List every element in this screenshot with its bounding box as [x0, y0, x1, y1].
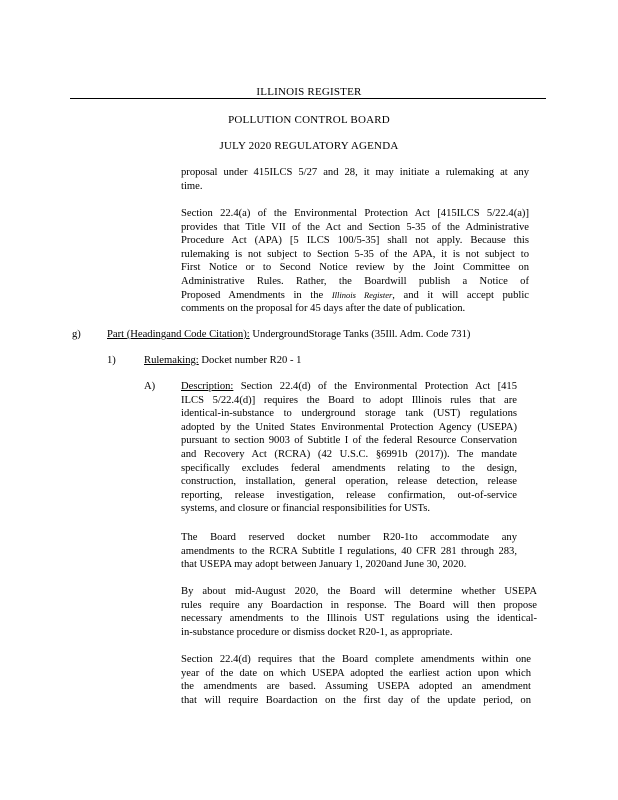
text-line: specifically excludes federal amendments relating to the design, — [181, 462, 517, 474]
text-line: construction, installation, general operation, release detection, release — [181, 476, 517, 488]
register-title: ILLINOIS REGISTER — [256, 86, 362, 98]
rulemaking-heading — [144, 354, 301, 368]
deadline-paragraph — [181, 653, 531, 707]
text-line: First Notice or to Second Notice review by the Joint Committee on — [181, 262, 529, 274]
text-line — [181, 289, 529, 303]
text-line: systems, and closure or financial responsibilities for USTs. — [181, 503, 431, 515]
text-line: year of the date on which USEPA adopted the earliest action upon which — [181, 667, 531, 679]
board-title: POLLUTION CONTROL BOARD — [228, 114, 390, 126]
text-line: that will require Boardaction on the first day of the update period, on — [181, 694, 531, 706]
text-line: that USEPA may adopt between January 1, 2020and June 30, 2020. — [181, 559, 467, 571]
text-line: rulemaking is not subject to Section 5-35 of the APA, it is not subject to — [181, 248, 529, 260]
text-line: By about mid-August 2020, the Board will determine whether USEPA — [181, 586, 537, 597]
header-rule — [70, 98, 546, 99]
text-span: Proposed Amendments in the — [181, 289, 332, 301]
text-line: adopted by the United States Environmental Protection Agency (USEPA) — [181, 421, 517, 433]
intro-paragraph — [181, 166, 529, 193]
text-line: Section 22.4(d) requires that the Board complete amendments within one — [181, 654, 531, 665]
august-paragraph — [181, 585, 537, 639]
text-line: comments on the proposal for 45 days after the date of publication. — [181, 303, 466, 315]
text-line: pursuant to section 9003 of Subtitle I of the federal Resource Conservation — [181, 435, 517, 447]
text-line: The Board reserved docket number R20-1to accommodate any — [181, 532, 517, 543]
part-marker: g) — [72, 329, 81, 340]
text-line: Administrative Rules. Rather, the Boardwill publish a Notice of — [181, 275, 529, 287]
part-text: UndergroundStorage Tanks (35Ill. Adm. Code 731) — [249, 329, 471, 340]
part-heading — [107, 328, 521, 342]
text-line: the amendments are based. Assuming USEPA adopted an amendment — [181, 681, 531, 693]
part-label: Part (Headingand Code Citation): — [107, 329, 250, 340]
text-span: Section 22.4(d) of the Environmental Protection Act [415 — [233, 381, 517, 392]
text-line: provides that Title VII of the Act and Section 5-35 of the Administrative — [181, 221, 529, 233]
text-line: rules require any Boardaction in response. The Board will then propose — [181, 599, 537, 611]
text-line: reporting, release investigation, release confirmation, out-of-service — [181, 489, 517, 501]
text-line: ILCS 5/22.4(d)] requires the Board to adopt Illinois rules that are — [181, 394, 517, 406]
text-span: , and it will accept public — [392, 289, 529, 301]
agenda-title: JULY 2020 REGULATORY AGENDA — [219, 140, 399, 152]
rulemaking-text: Docket number R20 - 1 — [198, 355, 302, 366]
text-line: in-substance procedure or dismiss docket R20-1, as appropriate. — [181, 626, 453, 638]
text-line: time. — [181, 180, 203, 192]
rulemaking-label: Rulemaking: — [144, 355, 199, 366]
description-paragraph — [181, 380, 517, 516]
register-name: Illinois Register — [331, 289, 393, 300]
text-line: identical-in-substance to underground storage tank (UST) regulations — [181, 408, 517, 420]
subitem-marker: A) — [144, 381, 156, 392]
text-line: necessary amendments to the Illinois UST regulations using the identical- — [181, 613, 537, 625]
apa-paragraph — [181, 207, 529, 316]
text-line: amendments to the RCRA Subtitle I regulations, 40 CFR 281 through 283, — [181, 545, 517, 557]
text-line: Section 22.4(a) of the Environmental Protection Act [415ILCS 5/22.4(a)] — [181, 208, 529, 219]
description-label: Description: — [181, 381, 234, 392]
text-line: Procedure Act (APA) [5 ILCS 100/5-35] shall not apply. Because this — [181, 235, 529, 247]
reserved-paragraph — [181, 531, 517, 572]
item-marker: 1) — [107, 355, 116, 366]
text-line: and Recovery Act (RCRA) (42 U.S.C. §6991b (2017)). The mandate — [181, 448, 517, 460]
text-line — [181, 380, 517, 394]
text-line: proposal under 415ILCS 5/27 and 28, it may initiate a rulemaking at any — [181, 167, 529, 178]
